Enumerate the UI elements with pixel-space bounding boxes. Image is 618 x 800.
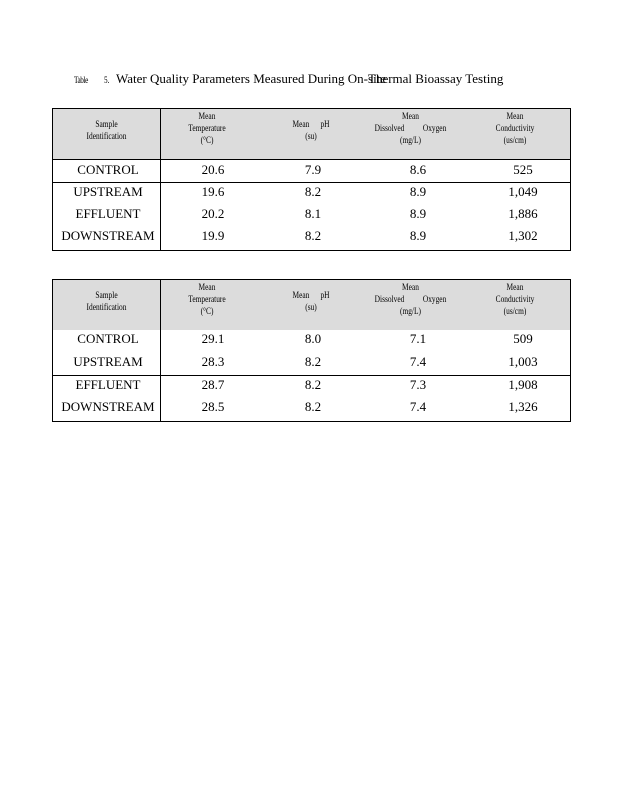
cell-ph: 8.0 bbox=[304, 331, 322, 346]
cell-sample: CONTROL bbox=[77, 162, 139, 177]
header-mean-ph bbox=[272, 290, 350, 314]
header-text: Mean bbox=[506, 283, 524, 293]
cell-temperature: 29.1 bbox=[201, 331, 225, 346]
header-mean-dissolved-oxygen bbox=[366, 282, 456, 318]
cell-conductivity: 1,302 bbox=[508, 228, 538, 243]
cell-conductivity: 1,003 bbox=[508, 354, 538, 369]
header-text: Mean bbox=[198, 283, 216, 293]
cell-oxygen: 8.9 bbox=[409, 228, 427, 243]
header-text: Sample bbox=[95, 120, 118, 130]
cell-conductivity: 1,326 bbox=[508, 399, 538, 414]
header-text: Conductivity bbox=[495, 295, 535, 305]
cell-oxygen: 8.9 bbox=[409, 206, 427, 221]
cell-oxygen: 8.9 bbox=[409, 184, 427, 199]
cell-temperature: 28.5 bbox=[201, 399, 225, 414]
cell-temperature: 28.3 bbox=[201, 354, 225, 369]
table-row bbox=[53, 226, 570, 248]
header-mean-temperature bbox=[168, 111, 246, 147]
cell-ph: 8.2 bbox=[304, 399, 322, 414]
caption-title-tail: Thermal Bioassay Testing bbox=[368, 71, 504, 86]
header-text: Mean bbox=[198, 112, 216, 122]
cell-sample: EFFLUENT bbox=[75, 206, 141, 221]
header-text: Dissolved Oxygen bbox=[374, 295, 447, 305]
cell-ph: 8.1 bbox=[304, 206, 322, 221]
water-quality-table-1 bbox=[52, 108, 571, 251]
header-text: (su) bbox=[305, 303, 317, 313]
table-header bbox=[53, 280, 570, 330]
header-text: Temperature bbox=[188, 124, 226, 134]
table-row bbox=[53, 182, 570, 204]
header-text: (mg/L) bbox=[399, 136, 421, 146]
header-text: Mean bbox=[506, 112, 524, 122]
header-text: (su) bbox=[305, 132, 317, 142]
cell-conductivity: 1,886 bbox=[508, 206, 538, 221]
cell-oxygen: 8.6 bbox=[409, 162, 427, 177]
cell-conductivity: 525 bbox=[513, 162, 533, 177]
table-row bbox=[53, 160, 570, 182]
header-mean-ph bbox=[272, 119, 350, 143]
header-text: Temperature bbox=[188, 295, 226, 305]
water-quality-table-2 bbox=[52, 279, 571, 422]
cell-temperature: 20.6 bbox=[201, 162, 225, 177]
caption-title: Water Quality Parameters Measured During On-site bbox=[116, 71, 387, 86]
caption-table-label: Table bbox=[74, 75, 88, 85]
table-row bbox=[53, 375, 570, 397]
header-text: (°C) bbox=[200, 307, 214, 317]
cell-sample: CONTROL bbox=[77, 331, 139, 346]
cell-temperature: 19.9 bbox=[201, 228, 225, 243]
cell-sample: EFFLUENT bbox=[75, 377, 141, 392]
cell-conductivity: 509 bbox=[513, 331, 533, 346]
header-text: (us/cm) bbox=[503, 307, 527, 317]
cell-sample: UPSTREAM bbox=[73, 184, 143, 199]
cell-ph: 8.2 bbox=[304, 184, 322, 199]
cell-ph: 8.2 bbox=[304, 377, 322, 392]
header-text: Identification bbox=[86, 303, 127, 313]
cell-ph: 7.9 bbox=[304, 162, 322, 177]
cell-oxygen: 7.1 bbox=[409, 331, 427, 346]
table-row bbox=[53, 352, 570, 374]
caption-table-number: 5. bbox=[104, 75, 110, 85]
header-sample-identification bbox=[65, 119, 148, 143]
table-row bbox=[53, 329, 570, 351]
header-text: (°C) bbox=[200, 136, 214, 146]
cell-sample: UPSTREAM bbox=[73, 354, 143, 369]
table-row bbox=[53, 397, 570, 419]
header-text: Mean pH bbox=[292, 120, 330, 130]
cell-temperature: 19.6 bbox=[201, 184, 225, 199]
cell-oxygen: 7.3 bbox=[409, 377, 427, 392]
header-mean-conductivity bbox=[476, 282, 554, 318]
header-text: (mg/L) bbox=[399, 307, 421, 317]
cell-sample: DOWNSTREAM bbox=[61, 399, 155, 414]
cell-ph: 8.2 bbox=[304, 354, 322, 369]
cell-ph: 8.2 bbox=[304, 228, 322, 243]
header-text: (us/cm) bbox=[503, 136, 527, 146]
header-mean-dissolved-oxygen bbox=[366, 111, 456, 147]
header-text: Mean bbox=[402, 112, 419, 122]
cell-conductivity: 1,049 bbox=[508, 184, 538, 199]
table-header bbox=[53, 109, 570, 159]
header-text: Mean pH bbox=[292, 291, 330, 301]
header-text: Identification bbox=[86, 132, 127, 142]
header-text: Sample bbox=[95, 291, 118, 301]
header-text: Mean bbox=[402, 283, 419, 293]
header-mean-conductivity bbox=[476, 111, 554, 147]
cell-temperature: 28.7 bbox=[201, 377, 225, 392]
header-text: Dissolved Oxygen bbox=[374, 124, 447, 134]
header-mean-temperature bbox=[168, 282, 246, 318]
cell-conductivity: 1,908 bbox=[508, 377, 538, 392]
table-caption bbox=[74, 71, 544, 89]
header-sample-identification bbox=[65, 290, 148, 314]
table-row bbox=[53, 204, 570, 226]
cell-sample: DOWNSTREAM bbox=[61, 228, 155, 243]
cell-temperature: 20.2 bbox=[201, 206, 225, 221]
header-text: Conductivity bbox=[495, 124, 535, 134]
cell-oxygen: 7.4 bbox=[409, 399, 427, 414]
cell-oxygen: 7.4 bbox=[409, 354, 427, 369]
